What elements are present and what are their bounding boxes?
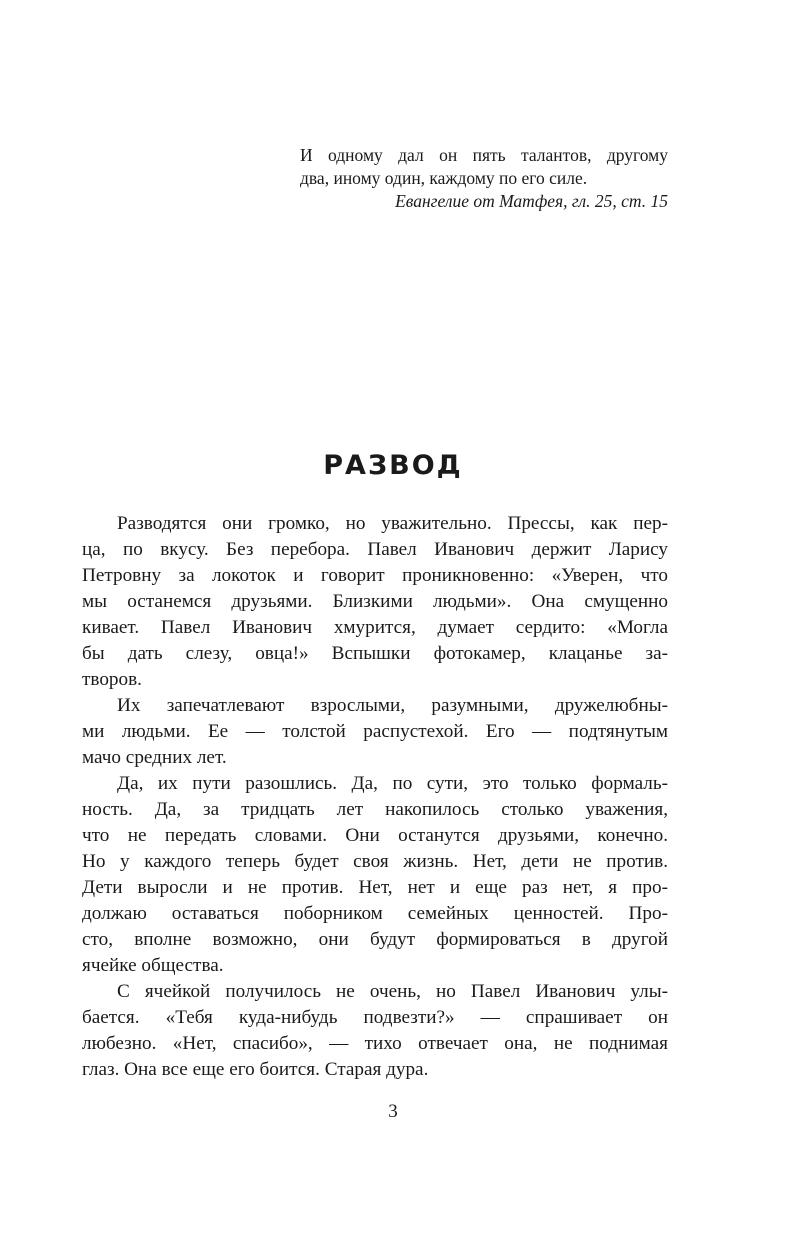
paragraph bbox=[82, 693, 668, 771]
text-line: Петровну за локоток и говорит проникновенно: «Уверен, что bbox=[82, 565, 668, 586]
text-line: что не передать словами. Они останутся друзьями, конечно. bbox=[82, 825, 668, 846]
text-line: любезно. «Нет, спасибо», — тихо отвечает она, не поднимая bbox=[82, 1033, 668, 1054]
text-line: Дети выросли и не против. Нет, нет и еще раз нет, я про- bbox=[82, 877, 668, 898]
text-line: ность. Да, за тридцать лет накопилось столько уважения, bbox=[82, 799, 668, 820]
epigraph-line: два, иному один, каждому по его силе. bbox=[300, 168, 588, 188]
text-line: Но у каждого теперь будет своя жизнь. Нет, дети не против. bbox=[82, 851, 668, 872]
text-line: Разводятся они громко, но уважительно. Прессы, как пер- bbox=[117, 513, 668, 534]
text-line: бы дать слезу, овца!» Вспышки фотокамер, клацанье за- bbox=[82, 643, 668, 664]
paragraph bbox=[82, 511, 668, 693]
text-line: бается. «Тебя куда-нибудь подвезти?» — спрашивает он bbox=[82, 1007, 668, 1028]
paragraph bbox=[82, 771, 668, 979]
text-line: мы останемся друзьями. Близкими людьми». Она смущенно bbox=[82, 591, 668, 612]
text-line: С ячейкой получилось не очень, но Павел Иванович улы- bbox=[117, 981, 668, 1002]
epigraph-line: И одному дал он пять талантов, другому bbox=[300, 145, 668, 165]
chapter-title: РАЗВОД bbox=[323, 450, 463, 481]
text-line: Да, их пути разошлись. Да, по сути, это только формаль- bbox=[117, 773, 668, 794]
text-line: кивает. Павел Иванович хмурится, думает сердито: «Могла bbox=[82, 617, 668, 638]
text-line: мачо средних лет. bbox=[82, 747, 227, 768]
text-line: глаз. Она все еще его боится. Старая дура. bbox=[82, 1059, 429, 1080]
epigraph-source: Евангелие от Матфея, гл. 25, ст. 15 bbox=[395, 191, 668, 211]
text-line: Их запечатлевают взрослыми, разумными, дружелюбны- bbox=[117, 695, 668, 716]
page-number: 3 bbox=[388, 1101, 398, 1122]
text-line: должаю оставаться поборником семейных ценностей. Про- bbox=[82, 903, 668, 924]
text-line: ца, по вкусу. Без перебора. Павел Иванович держит Ларису bbox=[82, 539, 668, 560]
chapter-body bbox=[82, 511, 668, 1083]
text-line: ячейке общества. bbox=[82, 955, 224, 976]
paragraph bbox=[82, 979, 668, 1083]
epigraph bbox=[300, 144, 668, 213]
text-line: сто, вполне возможно, они будут формироваться в другой bbox=[82, 929, 668, 950]
text-line: творов. bbox=[82, 669, 142, 690]
text-line: ми людьми. Ее — толстой распустехой. Его — подтянутым bbox=[82, 721, 668, 742]
